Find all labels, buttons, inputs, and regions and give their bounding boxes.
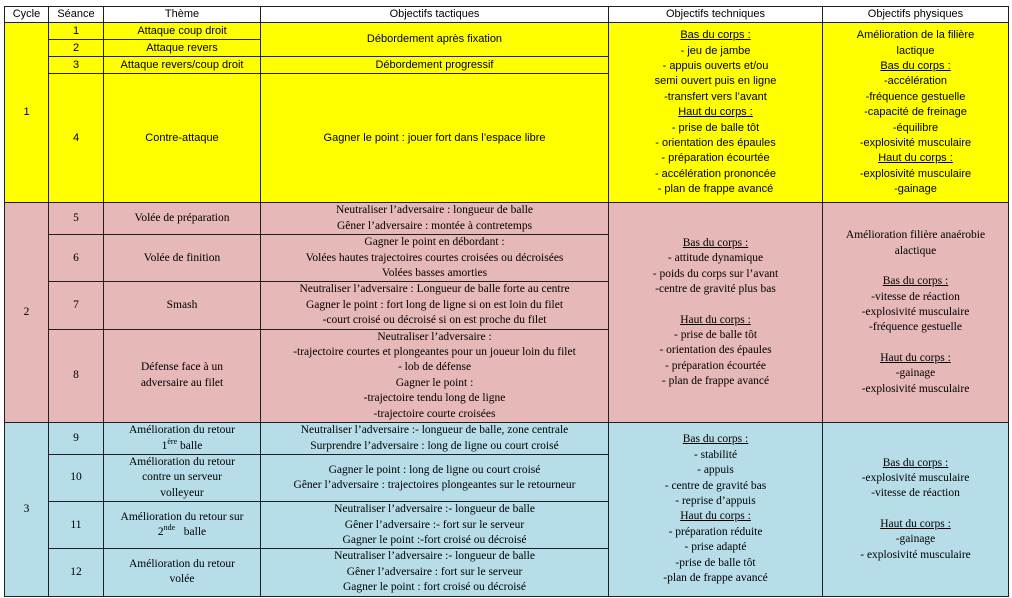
tech-item: - prise de balle tôt xyxy=(673,328,758,341)
tech-item: - appuis xyxy=(697,464,734,477)
spacer xyxy=(611,298,820,313)
phys-item: -vitesse de réaction xyxy=(871,290,960,303)
tactical-line: Neutraliser l’adversaire :- longueur de balle xyxy=(334,550,535,563)
tech-heading: Bas du corps : xyxy=(680,29,751,42)
phys-item: -gainage xyxy=(895,367,936,380)
tactical-line: Surprendre l’adversaire : long de ligne ou court croisé xyxy=(310,439,559,452)
theme-line: contre un serveur xyxy=(142,471,222,484)
tactical-line: Neutraliser l’adversaire :- longueur de balle xyxy=(334,503,535,516)
tech-item: - préparation écourtée xyxy=(661,152,770,165)
tech-item: - stabilité xyxy=(693,448,738,461)
theme-superscript: ère xyxy=(167,436,178,446)
tech-item: semi ouvert puis en ligne xyxy=(654,75,777,88)
seance-number: 7 xyxy=(49,282,104,329)
seance-number: 3 xyxy=(49,57,104,74)
header-objectifs-physiques: Objectifs physiques xyxy=(823,7,1009,23)
theme-line: Amélioration du retour xyxy=(128,424,236,437)
phys-item: Amélioration filière anaérobie xyxy=(845,229,986,242)
seance-theme xyxy=(104,502,261,549)
phys-item: -gainage xyxy=(895,533,936,546)
seance-number: 12 xyxy=(49,549,104,596)
theme-line: volleyeur xyxy=(160,486,204,499)
phys-item: -explosivité musculaire xyxy=(861,306,970,319)
tactical-objectives: Débordement après fixation xyxy=(261,23,609,57)
technical-objectives xyxy=(609,423,823,596)
physical-objectives xyxy=(823,423,1009,596)
seance-number: 11 xyxy=(49,502,104,549)
tactical-objectives: Gagner le point : jouer fort dans l’espace libre xyxy=(261,74,609,203)
seance-number: 6 xyxy=(49,235,104,282)
phys-item: -explosivité musculaire xyxy=(861,472,970,485)
technical-objectives xyxy=(609,203,823,423)
tech-item: - prise adapté xyxy=(684,541,747,554)
tactical-line: Volées basses amorties xyxy=(381,267,488,280)
tech-item: - plan de frappe avancé xyxy=(661,375,770,388)
phys-item: -accélération xyxy=(884,75,947,88)
seance-number: 2 xyxy=(49,40,104,57)
seance-theme: Attaque revers xyxy=(104,40,261,57)
tactical-objectives xyxy=(261,454,609,501)
tactical-line: -trajectoire courte croisées xyxy=(373,407,496,420)
tactical-objectives xyxy=(261,549,609,596)
seance-theme: Attaque revers/coup droit xyxy=(104,57,261,74)
phys-item: -fréquence gestuelle xyxy=(865,90,966,103)
phys-heading: Bas du corps : xyxy=(882,456,949,469)
tactical-line: Neutraliser l’adversaire :- longueur de balle, zone centrale xyxy=(300,424,569,437)
tech-item: -transfert vers l’avant xyxy=(664,90,767,103)
theme-part: balle xyxy=(175,526,207,539)
tech-item: -plan de frappe avancé xyxy=(663,571,768,584)
phys-heading: Haut du corps : xyxy=(880,517,951,530)
tactical-line: Gêner l’adversaire :- fort sur le serveur xyxy=(344,518,525,531)
spacer xyxy=(825,502,1006,517)
header-seance: Séance xyxy=(49,7,104,23)
tactical-line: Neutraliser l’adversaire : Longueur de balle forte au centre xyxy=(299,283,570,296)
tech-item: - prise de balle tôt xyxy=(671,121,760,134)
tech-item: - préparation réduite xyxy=(668,525,763,538)
tech-item: - centre de gravité bas xyxy=(664,479,767,492)
theme-line xyxy=(106,525,258,540)
theme-part: balle xyxy=(177,439,203,452)
header-cycle: Cycle xyxy=(5,7,49,23)
tech-heading: Haut du corps : xyxy=(680,510,751,523)
tech-heading: Bas du corps : xyxy=(682,236,749,249)
theme-line: Amélioration du retour xyxy=(128,558,236,571)
theme-superscript: nde xyxy=(163,523,176,533)
tactical-objectives xyxy=(261,235,609,282)
theme-part: 2 xyxy=(157,526,164,539)
tech-item: - préparation écourtée xyxy=(665,359,766,372)
tactical-objectives xyxy=(261,329,609,422)
seance-theme: Contre-attaque xyxy=(104,74,261,203)
tactical-line: -trajectoire tendu long de ligne xyxy=(363,392,506,405)
seance-number: 10 xyxy=(49,454,104,501)
tactical-line: Gagner le point : fort long de ligne si on est loin du filet xyxy=(305,298,564,311)
tactical-line: Gêner l’adversaire : trajectoires plongeantes sur le retourneur xyxy=(293,479,576,492)
tactical-objectives xyxy=(261,423,609,455)
tactical-line: Neutraliser l’adversaire : longueur de balle xyxy=(335,204,533,217)
tactical-objectives xyxy=(261,203,609,235)
phys-item: -équilibre xyxy=(892,121,939,134)
table-row xyxy=(5,423,1009,455)
tech-item: - poids du corps sur l’avant xyxy=(652,267,779,280)
seance-theme: Smash xyxy=(104,282,261,329)
spacer xyxy=(825,336,1006,351)
tactical-line: Gagner le point :-fort croisé ou décroisé xyxy=(342,533,527,546)
theme-line: Défense face à un xyxy=(140,361,224,374)
tech-heading: Bas du corps : xyxy=(682,433,749,446)
theme-part: 1 xyxy=(161,439,168,452)
seance-theme: Volée de finition xyxy=(104,235,261,282)
seance-theme: Attaque coup droit xyxy=(104,23,261,40)
physical-objectives xyxy=(823,203,1009,423)
tactical-line: Gêner l’adversaire : montée à contretemps xyxy=(336,219,533,232)
tech-item: - attitude dynamique xyxy=(667,252,764,265)
cycle-number: 2 xyxy=(5,203,49,423)
theme-line xyxy=(106,436,258,454)
cycle-number: 3 xyxy=(5,423,49,596)
phys-heading: Haut du corps : xyxy=(880,351,951,364)
tactical-line: - lob de défense xyxy=(397,361,472,374)
seance-theme: Volée de préparation xyxy=(104,203,261,235)
phys-heading: Bas du corps : xyxy=(880,59,951,72)
technical-objectives xyxy=(609,23,823,203)
header-objectifs-tactiques: Objectifs tactiques xyxy=(261,7,609,23)
tactical-objectives xyxy=(261,502,609,549)
header-objectifs-techniques: Objectifs techniques xyxy=(609,7,823,23)
theme-line: volée xyxy=(169,573,195,586)
seance-theme xyxy=(104,423,261,455)
seance-number: 5 xyxy=(49,203,104,235)
tactical-line: -court croisé ou décroisé si on est proche du filet xyxy=(322,314,547,327)
phys-item: -vitesse de réaction xyxy=(871,487,960,500)
tactical-line: Gagner le point : xyxy=(395,376,474,389)
training-plan-table xyxy=(4,6,1009,597)
theme-line: adversaire au filet xyxy=(140,376,224,389)
tactical-line: Gagner le point : long de ligne ou court croisé xyxy=(328,463,541,476)
phys-item: -capacité de freinage xyxy=(864,106,967,119)
phys-item: -gainage xyxy=(894,183,937,196)
spacer xyxy=(825,259,1006,274)
tactical-line: Volées hautes trajectoires courtes croisées ou décroisées xyxy=(305,251,564,264)
seance-theme xyxy=(104,454,261,501)
tech-item: - orientation des épaules xyxy=(655,137,776,150)
seance-number: 9 xyxy=(49,423,104,455)
tech-item: - plan de frappe avancé xyxy=(657,183,774,196)
theme-line: Amélioration du retour xyxy=(128,455,236,468)
tactical-line: -trajectoire courtes et plongeantes pour un joueur loin du filet xyxy=(293,346,576,359)
table-row xyxy=(5,23,1009,40)
tech-item: - orientation des épaules xyxy=(659,344,772,357)
tactical-objectives: Débordement progressif xyxy=(261,57,609,74)
tech-heading: Haut du corps : xyxy=(678,106,753,119)
tactical-line: Neutraliser l’adversaire : xyxy=(377,330,492,343)
cycle-number: 1 xyxy=(5,23,49,203)
seance-theme xyxy=(104,549,261,596)
tech-item: - accélération prononcée xyxy=(654,167,777,180)
tech-item: - jeu de jambe xyxy=(680,44,751,57)
tactical-line: Gagner le point en débordant : xyxy=(364,236,505,249)
seance-number: 8 xyxy=(49,329,104,422)
tactical-line: Gêner l’adversaire : fort sur le serveur xyxy=(346,565,523,578)
phys-heading: Haut du corps : xyxy=(878,152,953,165)
tactical-objectives xyxy=(261,282,609,329)
header-theme: Thème xyxy=(104,7,261,23)
seance-number: 4 xyxy=(49,74,104,203)
header-row xyxy=(5,7,1009,23)
tech-item: - reprise d’appuis xyxy=(675,494,756,507)
seance-theme xyxy=(104,329,261,422)
phys-item: -explosivité musculaire xyxy=(861,382,970,395)
phys-item: -explosivité musculaire xyxy=(859,137,972,150)
theme-line: Amélioration du retour sur xyxy=(120,510,244,523)
phys-item: -explosivité musculaire xyxy=(859,167,972,180)
tactical-line: Gagner le point : fort croisé ou décroisé xyxy=(343,581,526,594)
table-row xyxy=(5,203,1009,235)
phys-item: alactique xyxy=(894,244,937,257)
tech-item: -prise de balle tôt xyxy=(675,556,756,569)
tech-item: -centre de gravité plus bas xyxy=(655,283,776,296)
phys-item: -fréquence gestuelle xyxy=(869,321,962,334)
phys-heading: Bas du corps : xyxy=(882,275,949,288)
tech-item: - appuis ouverts et/ou xyxy=(662,59,769,72)
phys-item: - explosivité musculaire xyxy=(860,548,971,561)
tech-heading: Haut du corps : xyxy=(680,313,751,326)
phys-item: Amélioration de la filière xyxy=(856,29,975,42)
phys-item: lactique xyxy=(896,44,935,57)
physical-objectives xyxy=(823,23,1009,203)
seance-number: 1 xyxy=(49,23,104,40)
